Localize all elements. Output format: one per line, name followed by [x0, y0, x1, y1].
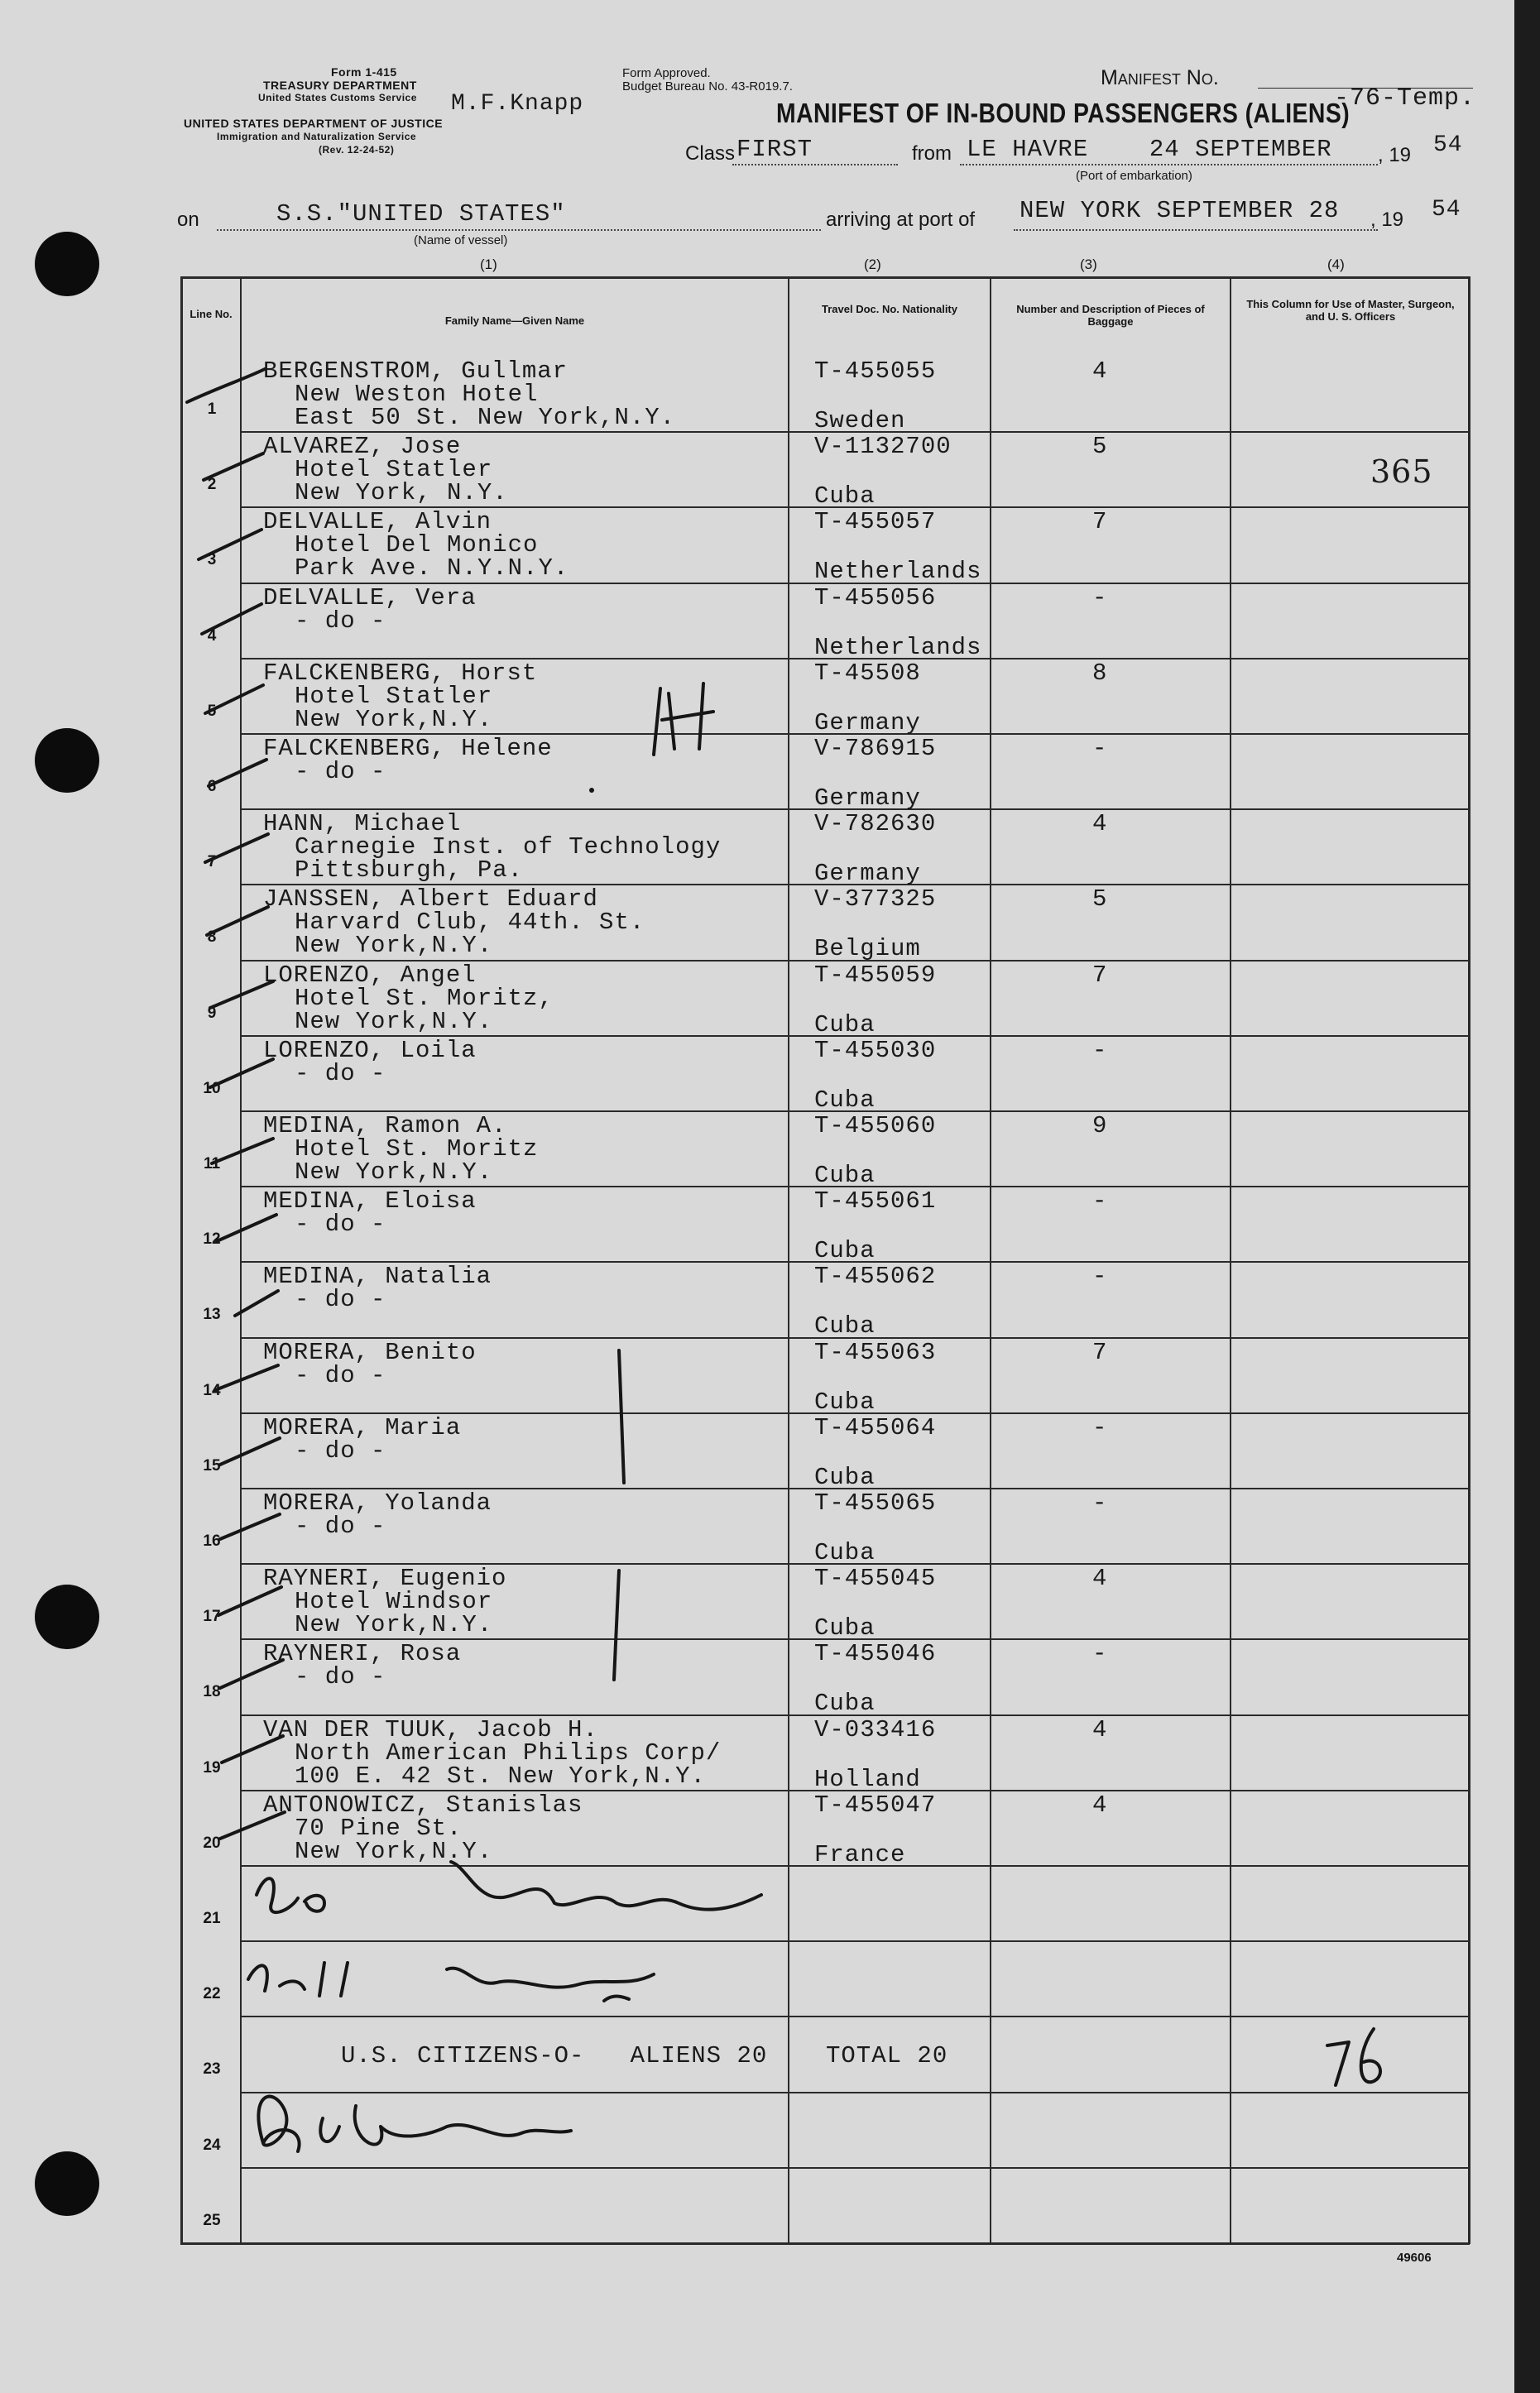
checkmark [205, 685, 263, 713]
baggage-count: 4 [1092, 1791, 1108, 1819]
year-prefix: , 19 [1378, 144, 1412, 166]
travel-doc-number: T-455064 [814, 1413, 937, 1441]
passenger-name: MEDINA, Eloisa [263, 1187, 477, 1216]
passenger-address-line2: New York, N.Y. [295, 479, 508, 507]
baggage-count: 4 [1092, 810, 1108, 838]
agent-stamp: M.F.Knapp [451, 91, 584, 117]
checkmark [205, 834, 268, 862]
baggage-count: 4 [1092, 1715, 1108, 1743]
vessel-name: S.S."UNITED STATES" [276, 200, 566, 228]
checkmark [204, 453, 263, 480]
travel-doc-number: T-455056 [814, 583, 937, 611]
travel-doc-number: T-455065 [814, 1489, 937, 1517]
checkmark [220, 1812, 285, 1839]
travel-doc-number: V-1132700 [814, 433, 952, 461]
checkmark [235, 1291, 278, 1316]
passenger-address-line1: Hotel St. Moritz [295, 1135, 539, 1163]
travel-doc-number: T-45508 [814, 659, 921, 687]
line-number: 18 [203, 1683, 221, 1701]
baggage-count: - [1092, 1640, 1108, 1668]
passenger-address-line1: - do - [295, 1059, 386, 1087]
vessel-caption: (Name of vessel) [414, 233, 508, 247]
passenger-name: MORERA, Maria [263, 1413, 462, 1441]
from-label: from [912, 142, 952, 165]
passenger-address-line1: North American Philips Corp/ [295, 1738, 722, 1767]
nationality: Germany [814, 784, 921, 812]
col-number-3: (3) [1080, 257, 1097, 272]
line-number: 21 [203, 1910, 221, 1927]
checkmark [220, 1438, 280, 1465]
passenger-address-line1: - do - [295, 1286, 386, 1314]
line8-signature [257, 1862, 761, 1912]
baggage-count: 5 [1092, 433, 1108, 461]
passenger-address-line1: New Weston Hotel [295, 381, 539, 408]
travel-doc-number: V-782630 [814, 810, 937, 838]
passenger-address-line1: - do - [295, 1663, 386, 1691]
line17-signature [248, 1963, 654, 2001]
customs-service: United States Customs Service [258, 92, 417, 103]
checkmark [212, 1139, 273, 1163]
baggage-count: 5 [1092, 885, 1108, 914]
immigration-service: Immigration and Naturalization Service [217, 131, 417, 142]
baggage-count: 7 [1092, 508, 1108, 536]
nationality: Sweden [814, 407, 906, 434]
baggage-count: - [1092, 583, 1108, 611]
line-number: 14 [203, 1381, 221, 1399]
arrival-year-suffix: 54 [1432, 197, 1461, 223]
manifest-number: -76-Temp. [1334, 84, 1476, 113]
passenger-name: RAYNERI, Rosa [263, 1640, 462, 1668]
travel-doc-number: V-033416 [814, 1715, 937, 1743]
nationality: Cuba [814, 1539, 876, 1566]
travel-doc-number: T-455057 [814, 508, 937, 536]
passenger-name: DELVALLE, Alvin [263, 508, 492, 536]
passenger-name: VAN DER TUUK, Jacob H. [263, 1715, 598, 1743]
nationality: Belgium [814, 935, 921, 963]
col-number-1: (1) [480, 257, 497, 272]
checkmark [210, 981, 273, 1008]
nationality: Netherlands [814, 633, 982, 661]
passenger-address-line1: - do - [295, 1361, 386, 1389]
nationality: Cuba [814, 1237, 876, 1265]
summary-total: TOTAL 20 [826, 2042, 948, 2069]
header-officers: This Column for Use of Master, Surgeon, and U. S. Officers [1246, 298, 1455, 323]
arrival-year-prefix: , 19 [1370, 209, 1404, 231]
checkmark [207, 907, 268, 935]
passenger-address-line2: New York,N.Y. [295, 1837, 493, 1865]
passenger-address-line1: - do - [295, 607, 386, 635]
travel-doc-number: T-455061 [814, 1187, 937, 1216]
passenger-address-line1: Harvard Club, 44th. St. [295, 909, 645, 937]
line-number: 4 [207, 626, 217, 645]
nationality: France [814, 1840, 906, 1868]
revision-date: (Rev. 12-24-52) [319, 144, 395, 156]
nationality: Cuba [814, 1010, 876, 1038]
line-number: 15 [203, 1456, 221, 1475]
year-suffix: 54 [1433, 132, 1463, 158]
form-approved: Form Approved. [622, 66, 711, 80]
line-number: 10 [203, 1079, 221, 1097]
passenger-name: DELVALLE, Vera [263, 583, 477, 611]
passenger-address-line1: Hotel Statler [295, 456, 493, 484]
nationality: Holland [814, 1765, 921, 1793]
line-number: 23 [203, 2060, 221, 2079]
passenger-address-line1: Hotel Windsor [295, 1588, 493, 1616]
line-number: 5 [207, 702, 217, 720]
page-mark-76 [1327, 2029, 1380, 2085]
passenger-name: RAYNERI, Eugenio [263, 1565, 507, 1593]
checkmark [220, 1660, 283, 1688]
port-embarkation-caption: (Port of embarkation) [1076, 169, 1192, 183]
passenger-address-line1: Carnegie Inst. of Technology [295, 833, 722, 861]
passenger-name: MEDINA, Ramon A. [263, 1112, 507, 1139]
passenger-address-line1: - do - [295, 1211, 386, 1239]
travel-doc-number: T-455060 [814, 1112, 937, 1139]
baggage-count: 4 [1092, 1565, 1108, 1593]
travel-doc-number: T-455059 [814, 961, 937, 989]
line-number: 22 [203, 1985, 221, 2003]
line-number: 3 [207, 551, 217, 569]
handwritten-signature [258, 2097, 571, 2151]
passenger-address-line2: New York,N.Y. [295, 1611, 493, 1639]
form-number: Form 1-415 [331, 65, 397, 79]
header-travel-doc: Travel Doc. No. Nationality [822, 303, 957, 315]
travel-doc-number: T-455062 [814, 1263, 937, 1291]
passenger-address-line2: New York,N.Y. [295, 932, 493, 960]
line-number: 8 [207, 928, 217, 947]
passenger-address-line1: Hotel Statler [295, 682, 493, 710]
travel-doc-number: T-455047 [814, 1791, 937, 1819]
baggage-count: - [1092, 1263, 1108, 1291]
checkmark [217, 1215, 276, 1241]
nationality: Cuba [814, 1690, 876, 1718]
checkmark [210, 1059, 273, 1087]
travel-doc-number: T-455045 [814, 1565, 937, 1593]
baggage-count: - [1092, 735, 1108, 762]
line-number: 7 [207, 853, 217, 871]
checkmark [202, 604, 261, 634]
line-number: 17 [203, 1608, 221, 1626]
budget-bureau: Budget Bureau No. 43-R019.7. [622, 79, 793, 94]
nationality: Cuba [814, 1312, 876, 1340]
passenger-name: HANN, Michael [263, 810, 462, 838]
checkmark [220, 1514, 280, 1539]
line-number: 12 [203, 1230, 221, 1249]
passenger-address-line2: New York,N.Y. [295, 1007, 493, 1035]
passenger-address-line1: 70 Pine St. [295, 1814, 463, 1842]
travel-doc-number: T-455063 [814, 1338, 937, 1366]
line-number: 13 [203, 1306, 221, 1324]
arriving-label: arriving at port of [826, 209, 976, 231]
treasury-department: TREASURY DEPARTMENT [263, 79, 417, 92]
passenger-name: LORENZO, Angel [263, 961, 477, 989]
baggage-count: 7 [1092, 1338, 1108, 1366]
line-number: 20 [203, 1834, 221, 1852]
baggage-count: - [1092, 1489, 1108, 1517]
passenger-address-line2: East 50 St. New York,N.Y. [295, 404, 676, 431]
class-value: FIRST [736, 136, 813, 163]
baggage-count: - [1092, 1187, 1108, 1216]
baggage-count: - [1092, 1413, 1108, 1441]
arrival-port-date: NEW YORK SEPTEMBER 28 [1019, 197, 1340, 224]
passenger-address-line2: Pittsburgh, Pa. [295, 856, 524, 885]
passenger-address-line1: - do - [295, 1513, 386, 1540]
nationality: Cuba [814, 1614, 876, 1642]
passenger-address-line1: - do - [295, 758, 386, 785]
passenger-address-line2: Park Ave. N.Y.N.Y. [295, 554, 569, 583]
travel-doc-number: V-377325 [814, 885, 937, 914]
passenger-name: BERGENSTROM, Gullmar [263, 357, 569, 385]
line-number: 16 [203, 1532, 221, 1550]
passenger-name: FALCKENBERG, Helene [263, 735, 553, 762]
line-number: 11 [203, 1155, 221, 1173]
summary-citizens-aliens: U.S. CITIZENS-O- ALIENS 20 [341, 2042, 768, 2069]
checkmark [222, 1736, 283, 1762]
baggage-count: 4 [1092, 357, 1108, 385]
header-family-name: Family Name—Given Name [444, 314, 585, 327]
line-number: 19 [203, 1758, 221, 1777]
line-number: 24 [203, 2136, 221, 2154]
header-baggage: Number and Description of Pieces of Baggage [1016, 303, 1205, 328]
col-number-2: (2) [864, 257, 881, 272]
nationality: Cuba [814, 1086, 876, 1114]
travel-doc-number: T-455030 [814, 1036, 937, 1064]
on-label: on [177, 209, 199, 231]
passenger-address-line1: Hotel St. Moritz, [295, 984, 554, 1012]
passenger-name: ANTONOWICZ, Stanislas [263, 1791, 583, 1819]
baggage-count: 7 [1092, 961, 1108, 989]
header-line-no: Line No. [190, 308, 233, 320]
passenger-address-line2: New York,N.Y. [295, 705, 493, 733]
line-number: 1 [207, 400, 217, 418]
baggage-count: 8 [1092, 659, 1108, 687]
class-label: Class [685, 142, 736, 165]
ink-dot [589, 788, 594, 793]
passenger-name: LORENZO, Loila [263, 1036, 477, 1064]
baggage-count: 9 [1092, 1112, 1108, 1139]
checkmark [187, 369, 265, 402]
checkmark [218, 1587, 281, 1615]
line-number: 6 [207, 778, 217, 795]
footer-code: 49606 [1397, 2251, 1432, 2265]
nationality: Germany [814, 860, 921, 888]
passenger-name: MEDINA, Natalia [263, 1263, 492, 1291]
handwritten-vertical-mark [619, 1350, 624, 1483]
line-number: 2 [207, 476, 217, 494]
nationality: Germany [814, 708, 921, 736]
manifest-title: MANIFEST OF IN-BOUND PASSENGERS (ALIENS) [776, 98, 1350, 128]
passenger-name: MORERA, Yolanda [263, 1489, 492, 1517]
nationality: Cuba [814, 1388, 876, 1416]
passenger-name: FALCKENBERG, Horst [263, 659, 538, 687]
nationality: Cuba [814, 482, 876, 511]
travel-doc-number: T-455046 [814, 1640, 937, 1668]
handwritten-vertical-mark [614, 1571, 619, 1680]
checkmark [199, 530, 261, 559]
from-value: LE HAVRE 24 SEPTEMBER [967, 136, 1332, 163]
passenger-name: MORERA, Benito [263, 1338, 477, 1366]
travel-doc-number: V-786915 [814, 735, 937, 762]
passenger-address-line1: - do - [295, 1436, 386, 1465]
manifest-no-label: Manifest No. [1101, 66, 1219, 89]
nationality: Cuba [814, 1463, 876, 1491]
passenger-name: JANSSEN, Albert Eduard [263, 885, 598, 914]
handwritten-1h-mark [654, 683, 713, 755]
checkmark [209, 760, 266, 786]
col-number-4: (4) [1327, 257, 1345, 272]
passenger-address-line2: 100 E. 42 St. New York,N.Y. [295, 1762, 706, 1790]
nationality: Netherlands [814, 558, 982, 586]
baggage-count: - [1092, 1036, 1108, 1064]
passenger-address-line1: Hotel Del Monico [295, 531, 539, 559]
checkmark [215, 1365, 278, 1390]
travel-doc-number: T-455055 [814, 357, 937, 385]
dept-of-justice: UNITED STATES DEPARTMENT OF JUSTICE [184, 117, 444, 130]
passenger-address-line2: New York,N.Y. [295, 1158, 493, 1186]
line-number: 25 [203, 2211, 221, 2229]
officer-note-365: 365 [1370, 453, 1433, 490]
passenger-name: ALVAREZ, Jose [263, 433, 462, 461]
nationality: Cuba [814, 1162, 876, 1189]
line-number: 9 [207, 1004, 217, 1022]
